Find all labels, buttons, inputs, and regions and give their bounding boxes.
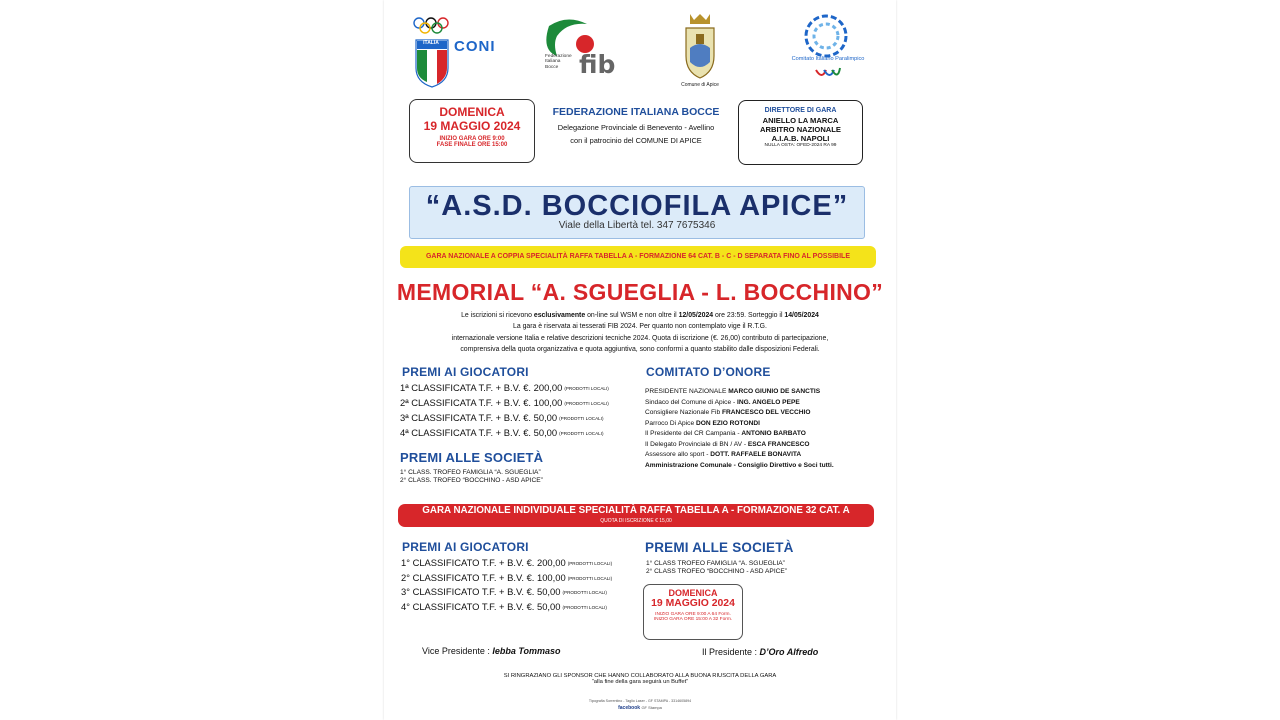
crest-icon (678, 12, 722, 84)
club-address: Viale della Libertà tel. 347 7675346 (558, 220, 716, 231)
competition-banner-individual (398, 504, 874, 527)
date-start: INIZIO GARA ORE 9:00 (439, 136, 505, 142)
memorial-title: MEMORIAL “A. SGUEGLIA - L. BOCCHINO” (396, 279, 884, 305)
comitato-list (645, 387, 885, 471)
society-row: 1° CLASS TROFEO FAMIGLIA “A. SGUEGLIA” (646, 560, 785, 567)
club-banner (409, 186, 865, 239)
cip-label: Comitato Italiano Paralimpico (791, 56, 865, 62)
footer-thanks: SI RINGRAZIANO GLI SPONSOR CHE HANNO COLLABORATO ALLA BUONA RIUSCITA DELLA GARA (503, 673, 777, 679)
comune-label: Comune di Apice (681, 82, 719, 88)
date-value: 19 MAGGIO 2024 (423, 119, 521, 133)
director-title: DIRETTORE DI GARA (764, 107, 837, 114)
coni-logo (410, 14, 505, 88)
club-name: “A.S.D. BOCCIOFILA APICE” (425, 190, 849, 222)
description-line-4: comprensiva della quota organizzativa e quota aggiuntiva, sono conformi a quanto stabilito dalle disposizioni Federali. (460, 345, 820, 353)
coni-label: CONI (454, 38, 496, 55)
poster (384, 0, 896, 720)
federation-name: FEDERAZIONE ITALIANA BOCCE (552, 106, 720, 118)
section1-prize-list (400, 382, 630, 442)
society-row: 2° CLASS. TROFEO “BOCCHINO - ASD APICE” (400, 477, 543, 485)
director-city: A.I.A.B. NAPOLI (771, 134, 830, 143)
footer (384, 673, 896, 685)
comitato-row: Il Presidente del CR Campania - ANTONIO BARBATO (645, 430, 806, 437)
comitato-row: PRESIDENTE NAZIONALE MARCO GIUNIO DE SANCTIS (645, 388, 821, 395)
section2-date-box (643, 584, 743, 640)
date-box (409, 99, 535, 163)
comitato-row: Il Delegato Provinciale di BN / AV - ESCA FRANCESCO (645, 440, 810, 448)
comitato-row: Assessore allo sport - DOTT. RAFFAELE BONAVITA (645, 451, 802, 458)
description-line-3: internazionale versione Italia e relative descrizioni tecniche 2024. Quota di iscrizione (€. 26,00) contributo di partecipazione, (451, 334, 829, 342)
society-row: 1° CLASS. TROFEO FAMIGLIA “A. SGUEGLIA” (400, 469, 541, 476)
banner-pairs-text: GARA NAZIONALE A COPPIA SPECIALITÀ RAFFA TABELLA A - FORMAZIONE 64 CAT. B - C - D SEPARATA FINO AL POSSIBILE (425, 253, 851, 260)
facebook-icon: facebook (618, 705, 641, 711)
cip-globe-icon (776, 12, 880, 92)
comitato-row: Amministrazione Comunale - Consiglio Direttivo e Soci tutti. (645, 461, 834, 469)
prize-row: 1° CLASSIFICATO T.F. + B.V. €. 200,00 (PRODOTTI LOCALI) (401, 557, 613, 568)
date-day: DOMENICA (439, 105, 505, 119)
footer-printer: Tipografia Sorrentino - Taglio Laser - GF STAMPA - 3314605894 (588, 699, 692, 703)
fib-logo (527, 16, 622, 82)
section2-society-list (646, 560, 787, 576)
comitato-row: Parroco Di Apice DON EZIO ROTONDI (645, 419, 760, 427)
competition-banner-pairs (400, 246, 876, 268)
footer-facebook: facebook GF Stampa (618, 705, 662, 711)
section2-prize-list (401, 557, 641, 615)
director-nulla-osta: NULLA OSTA: OFED-2024 RA 99 (764, 143, 837, 148)
olympic-rings-icon (412, 16, 452, 36)
comitato-title: COMITATO D’ONORE (646, 365, 771, 379)
fib-subtitle: Federazione Italiana Bocce (545, 54, 572, 70)
section2-date-line-2: INIZIO GARA ORE 15:00 A 32 Form. (653, 617, 733, 622)
prize-row: 4ª CLASSIFICATA T.F. + B.V. €. 50,00 (PRODOTTI LOCALI) (400, 427, 604, 438)
section1-prizes-title: PREMI AI GIOCATORI (402, 365, 529, 379)
comitato-row: Sindaco del Comune di Apice - ING. ANGELO PEPE (645, 398, 800, 406)
section2-society-title: PREMI ALLE SOCIETÀ (645, 540, 794, 555)
cip-logo (776, 12, 880, 92)
director-name: ANIELLO LA MARCA (762, 116, 839, 125)
director-role: ARBITRO NAZIONALE (760, 125, 841, 134)
federation-patronage: con il patrocinio del COMUNE DI APICE (570, 136, 702, 145)
section1-society-list (400, 469, 543, 485)
prize-row: 4° CLASSIFICATO T.F. + B.V. €. 50,00 (PRODOTTI LOCALI) (401, 600, 607, 612)
prize-row: 3ª CLASSIFICATA T.F. + B.V. €. 50,00 (PRODOTTI LOCALI) (400, 412, 604, 423)
section2-prizes-title: PREMI AI GIOCATORI (402, 540, 529, 554)
banner-individual-title: GARA NAZIONALE INDIVIDUALE SPECIALITÀ RAFFA TABELLA A - FORMAZIONE 32 CAT. A (422, 505, 850, 516)
prize-row: 2° CLASSIFICATO T.F. + B.V. €. 100,00 (PRODOTTI LOCALI) (401, 571, 613, 583)
italia-label: ITALIA (423, 40, 439, 46)
section2-date-value: 19 MAGGIO 2024 (651, 598, 735, 609)
section2-date-line-1: INIZIO GARA ORE 9:00 A 64 Form. (655, 612, 731, 617)
comitato-row: Consigliere Nazionale Fib FRANCESCO DEL VECCHIO (645, 409, 811, 416)
president: Il Presidente : D’Oro Alfredo (702, 647, 819, 657)
section1-society-title: PREMI ALLE SOCIETÀ (400, 450, 544, 465)
comune-crest (678, 12, 722, 92)
prize-row: 2ª CLASSIFICATA T.F. + B.V. €. 100,00 (PRODOTTI LOCALI) (400, 397, 609, 408)
description-line-1: Le iscrizioni si ricevono esclusivamente on-line sul WSM e non oltre il 12/05/2024 ore 23:59. Sorteggio il 14/05/2024 (461, 312, 819, 319)
federation-info (534, 106, 738, 145)
society-row: 2° CLASS TROFEO “BOCCHINO - ASD APICE” (646, 568, 788, 576)
description-line-2: La gara è riservata ai tesserati FIB 2024. Per quanto non contemplato vige il R.T.G. (513, 323, 767, 331)
prize-row: 3° CLASSIFICATO T.F. + B.V. €. 50,00 (PRODOTTI LOCALI) (401, 586, 607, 597)
prize-row: 1ª CLASSIFICATA T.F. + B.V. €. 200,00 (PRODOTTI LOCALI) (400, 382, 609, 393)
section2-date-day: DOMENICA (668, 588, 718, 598)
date-final: FASE FINALE ORE 15:00 (436, 142, 508, 148)
description (384, 310, 896, 355)
director-box (738, 100, 863, 165)
federation-delegation: Delegazione Provinciale di Benevento - Avellino (557, 123, 715, 132)
banner-individual-fee: QUOTA DI ISCRIZIONE € 15,00 (600, 518, 672, 524)
footer-buffet: “alla fine della gara seguirà un Buffet” (591, 679, 689, 685)
fib-label: fib (579, 50, 616, 79)
vice-president: Vice Presidente : Iebba Tommaso (422, 646, 561, 656)
